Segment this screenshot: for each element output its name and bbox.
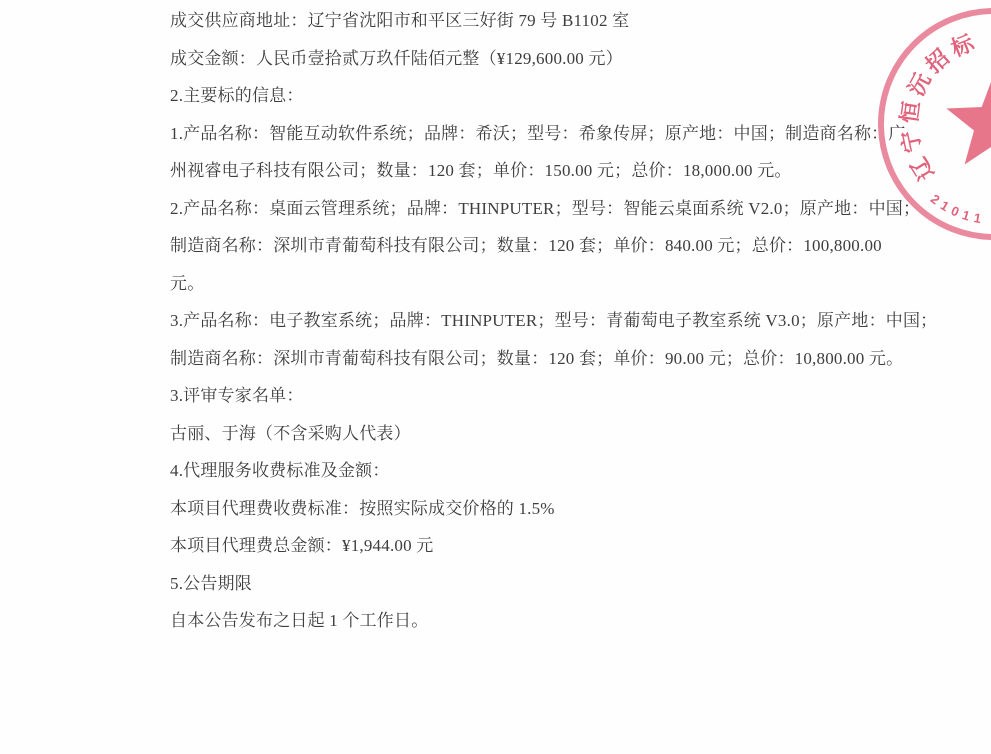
star-icon	[944, 74, 991, 174]
doc-line-product-3a: 3.产品名称：电子教室系统；品牌：THINPUTER；型号：青葡萄电子教室系统 V3.0；原产地：中国；	[170, 311, 938, 330]
doc-line-agency-fee-total: 本项目代理费总金额：¥1,944.00 元	[170, 536, 434, 555]
doc-line-supplier-address: 成交供应商地址：辽宁省沈阳市和平区三好街 79 号 B1102 室	[170, 11, 630, 30]
document-text	[170, 2, 938, 640]
seal-arc-char: 辽	[905, 152, 939, 185]
seal-number-digit: 1	[960, 207, 972, 224]
doc-line-notice-period: 自本公告发布之日起 1 个工作日。	[170, 611, 429, 630]
doc-line-section-4-heading: 4.代理服务收费标准及金额：	[170, 461, 390, 480]
doc-line-section-2-heading: 2.主要标的信息：	[170, 86, 304, 105]
doc-line-section-3-heading: 3.评审专家名单：	[170, 386, 304, 405]
seal-arc-char: 沅	[903, 68, 936, 100]
doc-line-experts: 古丽、于海（不含采购人代表）	[170, 423, 411, 443]
seal-arc-char: 招	[920, 44, 954, 78]
doc-line-product-3b: 制造商名称：深圳市青葡萄科技有限公司；数量：120 套；单价：90.00 元；总价：10,800.00 元。	[170, 348, 904, 368]
doc-line-agency-fee-standard: 本项目代理费收费标准：按照实际成交价格的 1.5%	[170, 498, 555, 518]
doc-line-product-2c: 元。	[170, 273, 205, 293]
doc-line-deal-amount: 成交金额：人民币壹拾贰万玖仟陆佰元整（¥129,600.00 元）	[170, 48, 623, 68]
seal-number-digit: 0	[948, 202, 962, 220]
seal-arc-char: 标	[947, 29, 978, 62]
doc-line-section-5-heading: 5.公告期限	[170, 573, 252, 593]
doc-line-product-1a: 1.产品名称：智能互动软件系统；品牌：希沃；型号：希象传屏；原产地：中国；制造商名称：广	[170, 123, 906, 143]
seal-number-digit: 1	[972, 210, 983, 227]
doc-line-product-2a: 2.产品名称：桌面云管理系统；品牌：THINPUTER；型号：智能云桌面系统 V2.0；原产地：中国；	[170, 198, 921, 218]
doc-line-product-1b: 州视睿电子科技有限公司；数量：120 套；单价：150.00 元；总价：18,000.00 元。	[170, 161, 792, 180]
doc-line-product-2b: 制造商名称：深圳市青葡萄科技有限公司；数量：120 套；单价：840.00 元；总价：100,800.00	[170, 236, 882, 255]
seal-arc-char: 恒	[896, 99, 925, 125]
seal-number-digit: 2	[927, 191, 943, 208]
seal-arc-char: 宁	[896, 128, 926, 155]
seal-number-digit: 1	[937, 197, 952, 215]
